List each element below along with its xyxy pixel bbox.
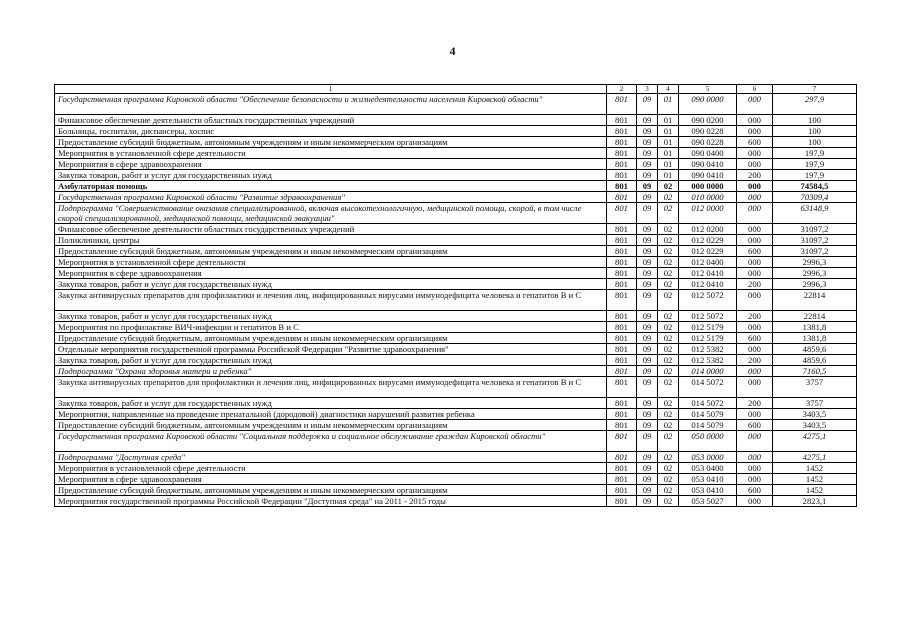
cell-amount: 2996,3 [773, 279, 857, 290]
cell-amount: 70309,4 [773, 192, 857, 203]
cell-amount: 74584,5 [773, 181, 857, 192]
cell-expense-type: 600 [737, 137, 773, 148]
cell-ministry-code: 801 [607, 137, 637, 148]
cell-target-item: 012 5179 [679, 333, 737, 344]
cell-expense-type: 000 [737, 224, 773, 235]
cell-section: 09 [637, 94, 658, 115]
cell-amount: 3757 [773, 398, 857, 409]
cell-target-item: 000 0000 [679, 181, 737, 192]
cell-ministry-code: 801 [607, 355, 637, 366]
column-header: 3 [637, 85, 658, 94]
cell-expense-type: 000 [737, 322, 773, 333]
cell-expense-type: 200 [737, 355, 773, 366]
table-row [55, 322, 857, 333]
cell-expense-type: 000 [737, 235, 773, 246]
cell-subsection: 02 [658, 322, 679, 333]
cell-ministry-code: 801 [607, 431, 637, 452]
cell-section: 09 [637, 311, 658, 322]
cell-amount: 1452 [773, 474, 857, 485]
cell-expense-type: 200 [737, 311, 773, 322]
cell-amount: 4275,1 [773, 452, 857, 463]
cell-ministry-code: 801 [607, 126, 637, 137]
cell-ministry-code: 801 [607, 311, 637, 322]
page-number: 4 [449, 44, 456, 58]
table-row [55, 344, 857, 355]
cell-section: 09 [637, 463, 658, 474]
cell-ministry-code: 801 [607, 290, 637, 311]
cell-section: 09 [637, 496, 658, 507]
cell-expense-type: 000 [737, 409, 773, 420]
cell-target-item: 014 5072 [679, 398, 737, 409]
cell-target-item: 090 0200 [679, 115, 737, 126]
cell-subsection: 02 [658, 398, 679, 409]
cell-section: 09 [637, 203, 658, 224]
table-row [55, 246, 857, 257]
row-name: Отдельные мероприятия государственной программы Российской Федерации "Развитие здравоохранения" [55, 344, 607, 355]
cell-section: 09 [637, 485, 658, 496]
table-row [55, 377, 857, 398]
row-name: Финансовое обеспечение деятельности областных государственных учреждений [55, 115, 607, 126]
cell-subsection: 02 [658, 246, 679, 257]
cell-ministry-code: 801 [607, 463, 637, 474]
cell-expense-type: 200 [737, 170, 773, 181]
table-row [55, 170, 857, 181]
table-row [55, 279, 857, 290]
column-header: 6 [737, 85, 773, 94]
table-row [55, 115, 857, 126]
cell-ministry-code: 801 [607, 398, 637, 409]
cell-target-item: 053 0410 [679, 485, 737, 496]
row-name: Больницы, госпитали, диспансеры, хоспис [55, 126, 607, 137]
cell-section: 09 [637, 452, 658, 463]
cell-amount: 197,9 [773, 159, 857, 170]
row-name: Закупка антивирусных препаратов для профилактики и лечения лиц, инфицированных вирусами иммунодефицита человека и гепатитов В и С [55, 290, 607, 311]
cell-ministry-code: 801 [607, 279, 637, 290]
cell-ministry-code: 801 [607, 322, 637, 333]
table-row [55, 192, 857, 203]
cell-section: 09 [637, 474, 658, 485]
cell-amount: 2823,1 [773, 496, 857, 507]
cell-amount: 100 [773, 137, 857, 148]
cell-target-item: 090 0228 [679, 137, 737, 148]
cell-target-item: 012 0229 [679, 246, 737, 257]
cell-amount: 197,9 [773, 170, 857, 181]
cell-ministry-code: 801 [607, 159, 637, 170]
cell-section: 09 [637, 181, 658, 192]
cell-expense-type: 000 [737, 377, 773, 398]
table-row [55, 94, 857, 115]
table-row [55, 485, 857, 496]
table-row [55, 159, 857, 170]
cell-section: 09 [637, 246, 658, 257]
cell-subsection: 02 [658, 224, 679, 235]
cell-subsection: 02 [658, 420, 679, 431]
cell-target-item: 012 0000 [679, 203, 737, 224]
row-name: Подпрограмма "Охрана здоровья матери и ребенка" [55, 366, 607, 377]
cell-subsection: 01 [658, 137, 679, 148]
cell-expense-type: 000 [737, 474, 773, 485]
cell-amount: 1381,8 [773, 322, 857, 333]
cell-target-item: 090 0410 [679, 170, 737, 181]
cell-section: 09 [637, 192, 658, 203]
row-name: Предоставление субсидий бюджетным, автономным учреждениям и иным некоммерческим организациям [55, 420, 607, 431]
cell-expense-type: 600 [737, 246, 773, 257]
cell-expense-type: 000 [737, 268, 773, 279]
cell-target-item: 012 5072 [679, 311, 737, 322]
row-name: Закупка антивирусных препаратов для профилактики и лечения лиц, инфицированных вирусами иммунодефицита человека и гепатитов В и С [55, 377, 607, 398]
cell-expense-type: 600 [737, 485, 773, 496]
cell-amount: 7160,5 [773, 366, 857, 377]
table-row [55, 409, 857, 420]
cell-section: 09 [637, 398, 658, 409]
cell-expense-type: 000 [737, 496, 773, 507]
cell-expense-type: 000 [737, 463, 773, 474]
table-row [55, 126, 857, 137]
cell-expense-type: 000 [737, 290, 773, 311]
cell-section: 09 [637, 377, 658, 398]
table-row [55, 431, 857, 452]
cell-subsection: 01 [658, 126, 679, 137]
cell-amount: 100 [773, 115, 857, 126]
row-name: Государственная программа Кировской области "Развитие здравоохранения" [55, 192, 607, 203]
cell-target-item: 014 5079 [679, 409, 737, 420]
cell-subsection: 02 [658, 377, 679, 398]
cell-expense-type: 200 [737, 398, 773, 409]
row-name: Предоставление субсидий бюджетным, автономным учреждениям и иным некоммерческим организациям [55, 485, 607, 496]
table-row [55, 366, 857, 377]
cell-ministry-code: 801 [607, 235, 637, 246]
cell-amount: 31097,2 [773, 246, 857, 257]
column-header: 5 [679, 85, 737, 94]
cell-subsection: 02 [658, 257, 679, 268]
cell-amount: 297,9 [773, 94, 857, 115]
table-row [55, 137, 857, 148]
cell-section: 09 [637, 170, 658, 181]
cell-section: 09 [637, 257, 658, 268]
row-name: Мероприятия в сфере здравоохранения [55, 159, 607, 170]
cell-ministry-code: 801 [607, 496, 637, 507]
cell-target-item: 053 0400 [679, 463, 737, 474]
table-row [55, 420, 857, 431]
cell-section: 09 [637, 148, 658, 159]
cell-target-item: 014 5072 [679, 377, 737, 398]
cell-subsection: 02 [658, 279, 679, 290]
row-name: Закупка товаров, работ и услуг для государственных нужд [55, 170, 607, 181]
row-name: Мероприятия в сфере здравоохранения [55, 268, 607, 279]
cell-target-item: 012 0410 [679, 279, 737, 290]
cell-subsection: 02 [658, 355, 679, 366]
cell-subsection: 01 [658, 159, 679, 170]
table-row [55, 496, 857, 507]
cell-amount: 2996,3 [773, 257, 857, 268]
cell-expense-type: 000 [737, 203, 773, 224]
cell-section: 09 [637, 268, 658, 279]
table-row [55, 203, 857, 224]
row-name: Мероприятия, направленные на проведение пренатальной (дородовой) диагностики нарушений развития ребенка [55, 409, 607, 420]
cell-subsection: 02 [658, 333, 679, 344]
cell-target-item: 012 5072 [679, 290, 737, 311]
cell-target-item: 053 0410 [679, 474, 737, 485]
cell-amount: 22814 [773, 311, 857, 322]
cell-target-item: 012 0200 [679, 224, 737, 235]
cell-expense-type: 000 [737, 159, 773, 170]
row-name: Предоставление субсидий бюджетным, автономным учреждениям и иным некоммерческим организациям [55, 137, 607, 148]
table-row [55, 452, 857, 463]
cell-expense-type: 000 [737, 192, 773, 203]
column-header: 2 [607, 85, 637, 94]
row-name: Закупка товаров, работ и услуг для государственных нужд [55, 398, 607, 409]
cell-expense-type: 000 [737, 366, 773, 377]
cell-target-item: 090 0228 [679, 126, 737, 137]
cell-amount: 3403,5 [773, 420, 857, 431]
cell-ministry-code: 801 [607, 366, 637, 377]
cell-amount: 1452 [773, 463, 857, 474]
row-name: Государственная программа Кировской области "Социальная поддержка и социальное обслуживание граждан Кировской области" [55, 431, 607, 452]
cell-subsection: 01 [658, 148, 679, 159]
row-name: Подпрограмма "Доступная среда" [55, 452, 607, 463]
row-name: Мероприятия по профилактике ВИЧ-инфекции и гепатитов В и С [55, 322, 607, 333]
table-header-row [55, 85, 857, 94]
cell-subsection: 02 [658, 409, 679, 420]
cell-ministry-code: 801 [607, 377, 637, 398]
cell-expense-type: 200 [737, 279, 773, 290]
cell-section: 09 [637, 279, 658, 290]
row-name: Поликлиники, центры [55, 235, 607, 246]
cell-ministry-code: 801 [607, 148, 637, 159]
cell-section: 09 [637, 431, 658, 452]
budget-table [54, 84, 857, 507]
cell-section: 09 [637, 409, 658, 420]
cell-subsection: 02 [658, 290, 679, 311]
table-row [55, 474, 857, 485]
cell-subsection: 01 [658, 94, 679, 115]
row-name: Предоставление субсидий бюджетным, автономным учреждениям и иным некоммерческим организациям [55, 333, 607, 344]
cell-ministry-code: 801 [607, 452, 637, 463]
cell-expense-type: 000 [737, 181, 773, 192]
table-row [55, 355, 857, 366]
row-name: Предоставление субсидий бюджетным, автономным учреждениям и иным некоммерческим организациям [55, 246, 607, 257]
row-name: Мероприятия в установленной сфере деятельности [55, 257, 607, 268]
cell-ministry-code: 801 [607, 94, 637, 115]
cell-section: 09 [637, 224, 658, 235]
cell-section: 09 [637, 333, 658, 344]
cell-ministry-code: 801 [607, 203, 637, 224]
column-header: 4 [658, 85, 679, 94]
cell-ministry-code: 801 [607, 268, 637, 279]
row-name: Мероприятия в установленной сфере деятельности [55, 148, 607, 159]
cell-ministry-code: 801 [607, 115, 637, 126]
cell-amount: 1452 [773, 485, 857, 496]
column-header: 7 [773, 85, 857, 94]
cell-amount: 100 [773, 126, 857, 137]
cell-target-item: 010 0000 [679, 192, 737, 203]
cell-target-item: 012 0400 [679, 257, 737, 268]
cell-amount: 3757 [773, 377, 857, 398]
cell-section: 09 [637, 420, 658, 431]
cell-ministry-code: 801 [607, 192, 637, 203]
cell-subsection: 02 [658, 452, 679, 463]
row-name: Закупка товаров, работ и услуг для государственных нужд [55, 311, 607, 322]
cell-expense-type: 000 [737, 126, 773, 137]
row-name: Амбулаторная помощь [55, 181, 607, 192]
row-name: Мероприятия государственной программы Российской Федерации "Доступная среда" на 2011 - 2015 годы [55, 496, 607, 507]
cell-subsection: 02 [658, 192, 679, 203]
row-name: Государственная программа Кировской области "Обеспечение безопасности и жизнедеятельности населения Кировской области" [55, 94, 607, 115]
cell-expense-type: 000 [737, 115, 773, 126]
cell-section: 09 [637, 137, 658, 148]
cell-expense-type: 600 [737, 333, 773, 344]
cell-subsection: 02 [658, 203, 679, 224]
cell-ministry-code: 801 [607, 170, 637, 181]
cell-subsection: 02 [658, 431, 679, 452]
cell-subsection: 02 [658, 463, 679, 474]
cell-subsection: 02 [658, 366, 679, 377]
cell-subsection: 02 [658, 344, 679, 355]
cell-section: 09 [637, 366, 658, 377]
cell-expense-type: 000 [737, 452, 773, 463]
cell-target-item: 090 0410 [679, 159, 737, 170]
cell-ministry-code: 801 [607, 344, 637, 355]
table-row [55, 181, 857, 192]
row-name: Закупка товаров, работ и услуг для государственных нужд [55, 355, 607, 366]
cell-amount: 2996,3 [773, 268, 857, 279]
cell-subsection: 02 [658, 474, 679, 485]
cell-section: 09 [637, 322, 658, 333]
cell-amount: 22814 [773, 290, 857, 311]
cell-amount: 197,9 [773, 148, 857, 159]
cell-ministry-code: 801 [607, 333, 637, 344]
table-row [55, 224, 857, 235]
cell-subsection: 02 [658, 181, 679, 192]
cell-section: 09 [637, 126, 658, 137]
cell-expense-type: 000 [737, 148, 773, 159]
cell-target-item: 012 5382 [679, 344, 737, 355]
table-row [55, 463, 857, 474]
cell-subsection: 02 [658, 311, 679, 322]
cell-section: 09 [637, 355, 658, 366]
table-row [55, 290, 857, 311]
table-row [55, 333, 857, 344]
column-header: 1 [55, 85, 607, 94]
cell-expense-type: 000 [737, 257, 773, 268]
cell-target-item: 012 0229 [679, 235, 737, 246]
cell-expense-type: 000 [737, 344, 773, 355]
cell-amount: 4275,1 [773, 431, 857, 452]
cell-ministry-code: 801 [607, 409, 637, 420]
cell-ministry-code: 801 [607, 246, 637, 257]
row-name: Мероприятия в сфере здравоохранения [55, 474, 607, 485]
cell-section: 09 [637, 159, 658, 170]
cell-ministry-code: 801 [607, 181, 637, 192]
row-name: Закупка товаров, работ и услуг для государственных нужд [55, 279, 607, 290]
cell-amount: 1381,8 [773, 333, 857, 344]
cell-target-item: 012 0410 [679, 268, 737, 279]
cell-subsection: 01 [658, 170, 679, 181]
cell-subsection: 02 [658, 496, 679, 507]
cell-target-item: 014 5079 [679, 420, 737, 431]
cell-target-item: 050 0000 [679, 431, 737, 452]
table-row [55, 398, 857, 409]
table-row [55, 311, 857, 322]
cell-expense-type: 000 [737, 94, 773, 115]
cell-section: 09 [637, 344, 658, 355]
cell-expense-type: 000 [737, 431, 773, 452]
cell-target-item: 012 5179 [679, 322, 737, 333]
cell-section: 09 [637, 115, 658, 126]
cell-ministry-code: 801 [607, 257, 637, 268]
row-name: Финансовое обеспечение деятельности областных государственных учреждений [55, 224, 607, 235]
cell-ministry-code: 801 [607, 224, 637, 235]
cell-amount: 4859,6 [773, 355, 857, 366]
cell-section: 09 [637, 290, 658, 311]
cell-subsection: 02 [658, 235, 679, 246]
cell-subsection: 02 [658, 268, 679, 279]
cell-amount: 4859,6 [773, 344, 857, 355]
row-name: Мероприятия в установленной сфере деятельности [55, 463, 607, 474]
row-name: Подпрограмма "Совершенствование оказания специализированной, включая высокотехнологичную, медицинской помощи, скорой, в том числе скорой специализированной, медицинской помощи, медицинской эвакуации" [55, 203, 607, 224]
cell-ministry-code: 801 [607, 474, 637, 485]
table-row [55, 268, 857, 279]
cell-amount: 3403,5 [773, 409, 857, 420]
cell-amount: 31097,2 [773, 235, 857, 246]
cell-target-item: 014 0000 [679, 366, 737, 377]
cell-target-item: 053 0000 [679, 452, 737, 463]
cell-target-item: 012 5382 [679, 355, 737, 366]
table-row [55, 148, 857, 159]
cell-amount: 63148,9 [773, 203, 857, 224]
cell-section: 09 [637, 235, 658, 246]
cell-target-item: 053 5027 [679, 496, 737, 507]
table-row [55, 235, 857, 246]
cell-subsection: 02 [658, 485, 679, 496]
cell-ministry-code: 801 [607, 420, 637, 431]
cell-ministry-code: 801 [607, 485, 637, 496]
table-row [55, 257, 857, 268]
table-body [55, 85, 857, 507]
cell-amount: 31097,2 [773, 224, 857, 235]
cell-target-item: 090 0400 [679, 148, 737, 159]
cell-target-item: 090 0000 [679, 94, 737, 115]
cell-expense-type: 600 [737, 420, 773, 431]
cell-subsection: 01 [658, 115, 679, 126]
